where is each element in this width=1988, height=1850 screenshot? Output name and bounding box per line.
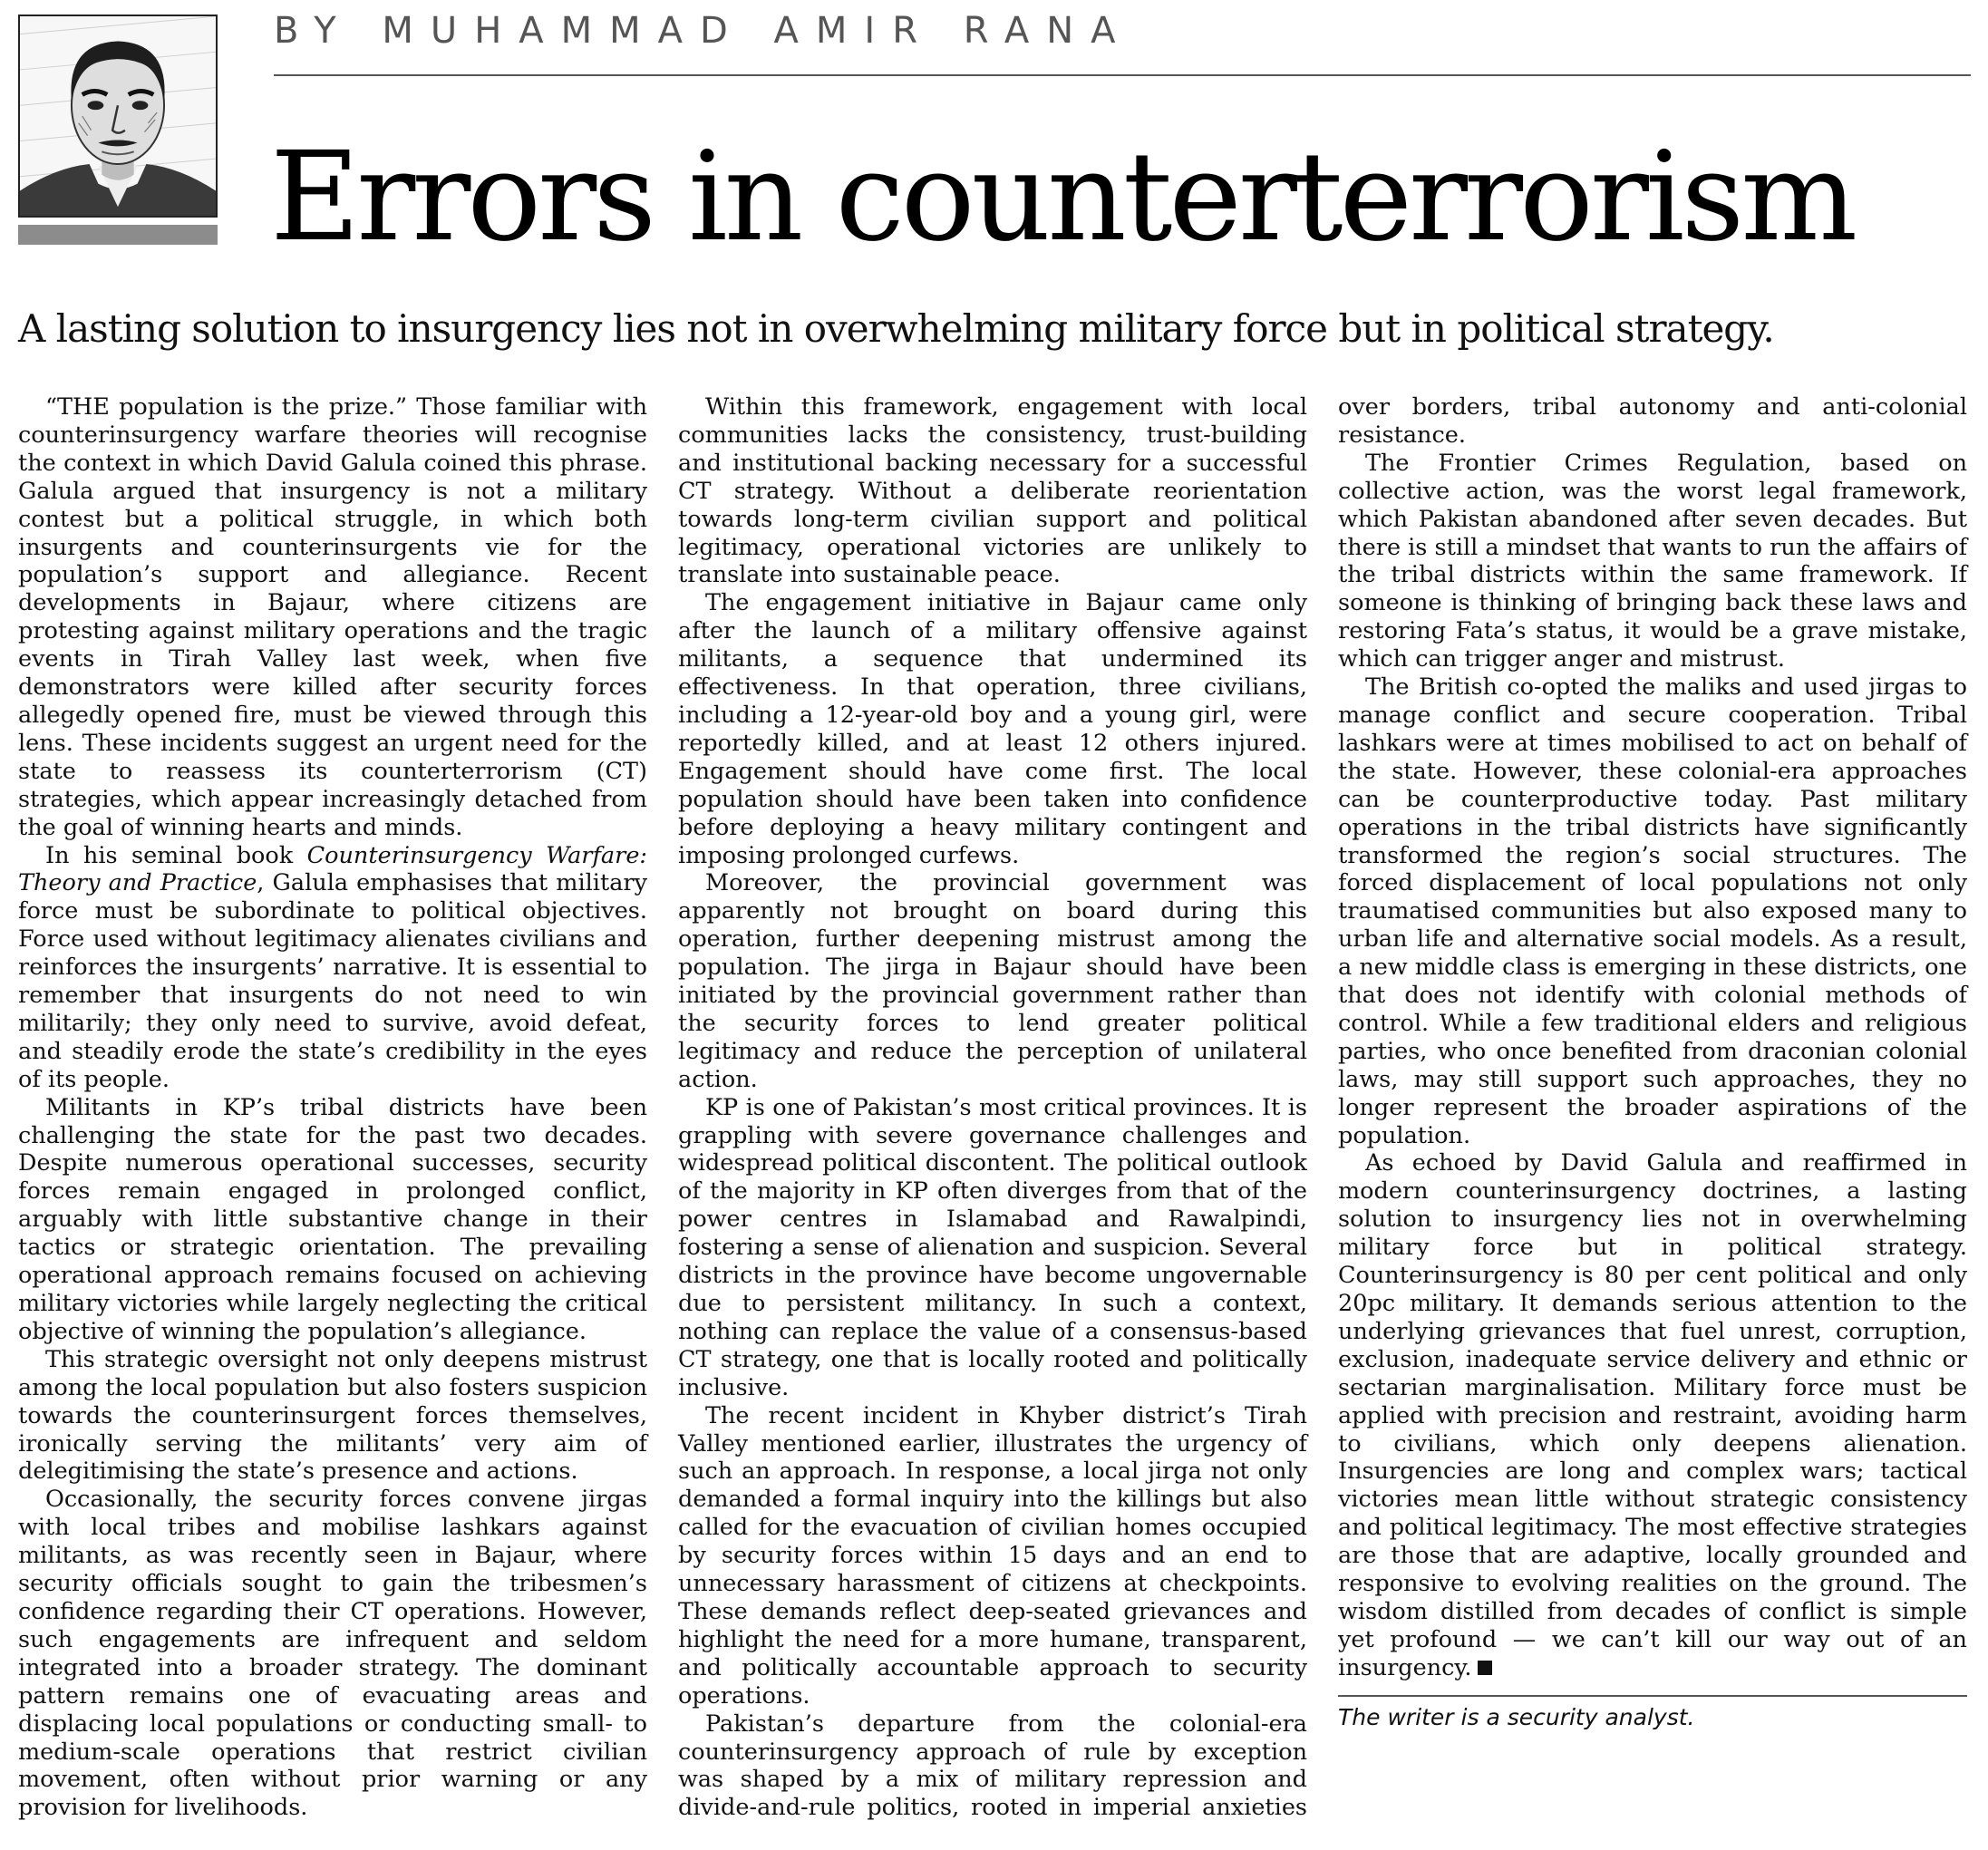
byline-rule [274,74,1971,76]
author-portrait [18,15,218,218]
paragraph: Within this framework, engagement with local communities lacks the consistency, trust-building and institutional backing necessary for a successful CT strategy. Without a deliberate reorientation towards long-term civilian support and political legitimacy, operational victories are unlikely to translate into sustainable peace. [678,393,1307,589]
paragraph: The Frontier Crimes Regulation, based on collective action, was the worst legal framework, which Pakistan abandoned after seven decades. But there is still a mindset that wants to run the affairs of the tribal districts within the same framework. If someone is thinking of bringing back these laws and restoring Fata’s status, it would be a grave mistake, which can trigger anger and mistrust. [1338,449,1968,673]
paragraph: KP is one of Pakistan’s most critical provinces. It is grappling with severe governance challenges and widespread political discontent. The political outlook of the majority in KP often diverges from that of the power centres in Islamabad and Rawalpindi, fostering a sense of alienation and suspicion. Several districts in the province have become ungovernable due to persistent militancy. In such a context, nothing can replace the value of a consensus-based CT strategy, one that is locally rooted and politically inclusive. [678,1093,1307,1401]
paragraph: This strategic oversight not only deepens mistrust among the local population but also fosters suspicion towards the counterinsurgent forces themselves, ironically serving the militants’ very aim of delegitimising the state’s presence and actions. [18,1345,647,1486]
paragraph: The British co-opted the maliks and used jirgas to manage conflict and secure cooperation. Tribal lashkars were at times mobilised to act on behalf of the state. However, these colonial-era approaches can be counterproductive today. Past military operations in the tribal districts have significantly transformed the region’s social structures. The forced displacement of local populations not only traumatised communities but also exposed many to urban life and alternative social models. As a result, a new middle class is emerging in these districts, one that does not identify with colonial methods of control. While a few traditional elders and religious parties, who once benefited from draconian colonial laws, may still support such approaches, they no longer represent the broader aspirations of the population. [1338,673,1967,1149]
headline: Errors in counterterrorism [270,126,1855,269]
article-body [18,393,1967,1844]
paragraph [18,842,647,1094]
paragraph: Militants in KP’s tribal districts have been challenging the state for the past two decades. Despite numerous operational successes, security forces remain engaged in prolonged conflict, arguably with little substantive change in their tactics or strategic orientation. The prevailing operational approach remains focused on achieving military victories while largely neglecting the critical objective of winning the population’s allegiance. [18,1093,647,1345]
paragraph: The recent incident in Khyber district’s Tirah Valley mentioned earlier, illustrates the urgency of such an approach. In response, a local jirga not only demanded a formal inquiry into the killings but also called for the evacuation of civilian homes occupied by security forces within 15 days and an end to unnecessary harassment of citizens at checkpoints. These demands reflect deep-seated grievances and highlight the need for a more humane, transparent, and politically accountable approach to security operations. [678,1401,1307,1710]
author-tagline: The writer is a security analyst. [1338,1703,1695,1730]
tagline-rule [1338,1695,1967,1697]
byline: BY MUHAMMAD AMIR RANA [274,10,1133,52]
end-square-icon [1478,1661,1492,1675]
paragraph: The engagement initiative in Bajaur came only after the launch of a military offensive against militants, a sequence that undermined its effectiveness. In that operation, three civilians, including a 12-year-old boy and a young girl, were reportedly killed, and at least 12 others injured. Engagement should have come first. The local population should have been taken into confidence before deploying a heavy military contingent and imposing prolonged curfews. [678,589,1307,869]
paragraph-text: As echoed by David Galula and reaffirmed in modern counterinsurgency doctrines, a lasting solution to insurgency lies not in overwhelming military force but in political strategy. Counterinsurgency is 80 per cent political and only 20pc military. It demands serious attention to the underlying grievances that fuel unrest, corruption, exclusion, inadequate service delivery and ethnic or sectarian marginalisation. Military force must be applied with precision and restraint, avoiding harm to civilians, which only deepens alienation. Insurgencies are long and complex wars; tactical victories mean little without strategic consistency and political legitimacy. The most effective strategies are those that are adaptive, locally grounded and responsive to evolving realities on the ground. The wisdom distilled from decades of conflict is simple yet profound — we can’t kill our way out of an insurgency. [1338,1149,1967,1681]
paragraph: “THE population is the prize.” Those familiar with counterinsurgency warfare theories will recognise the context in which David Galula coined this phrase. Galula argued that insurgency is not a military contest but a political struggle, in which both insurgents and counterinsurgents vie for the population’s support and allegiance. Recent developments in Bajaur, where citizens are protesting against military operations and the tragic events in Tirah Valley last week, when five demonstrators were killed after security forces allegedly opened fire, must be viewed through this lens. These incidents suggest an urgent need for the state to reassess its counterterrorism (CT) strategies, which appear increasingly detached from the goal of winning hearts and minds. [18,393,647,841]
paragraph: Moreover, the provincial government was apparently not brought on board during this operation, further deepening mistrust among the population. The jirga in Bajaur should have been initiated by the provincial government rather than the security forces to lend greater political legitimacy and reduce the perception of unilateral action. [678,869,1307,1093]
paragraph: Occasionally, the security forces convene jirgas with local tribes and mobilise lashkars against militants, as was recently seen in Bajaur, where security officials sought to gain the tribesmen’s confidence regarding their CT operations. However, such engagements are infrequent and seldom integrated into a broader strategy. The dominant pattern remains one of evacuating areas and displacing local populations or conducting small- to medium-scale operations that restrict civilian movement, often without prior warning or any provision for livelihoods. [18,1486,647,1822]
paragraph: Pakistan’s departure from the colonial-era counterinsurgency approach of rule by exception was shaped by a mix of military repression and divide-and-rule politics, rooted in imperial anxieties over borders, tribal autonomy and anti-colonial resistance. [678,393,1967,1822]
standfirst: A lasting solution to insurgency lies not in overwhelming military force but in political strategy. [18,306,1774,351]
paragraph-text: In his seminal book [45,841,307,869]
paragraph [1338,1149,1967,1681]
book-title: Counterinsurgency Warfare: Theory and Practice [18,841,648,897]
portrait-bar [18,225,218,245]
paragraph-text: , Galula emphasises that military force must be subordinate to political objectives. Force used without legitimacy alienates civilians and reinforces the insurgents’ narrative. It is essential to remember that insurgents do not need to win militarily; they only need to survive, avoid defeat, and steadily erode the state’s credibility in the eyes of its people. [18,869,647,1093]
author-portrait-sketch [20,16,216,216]
